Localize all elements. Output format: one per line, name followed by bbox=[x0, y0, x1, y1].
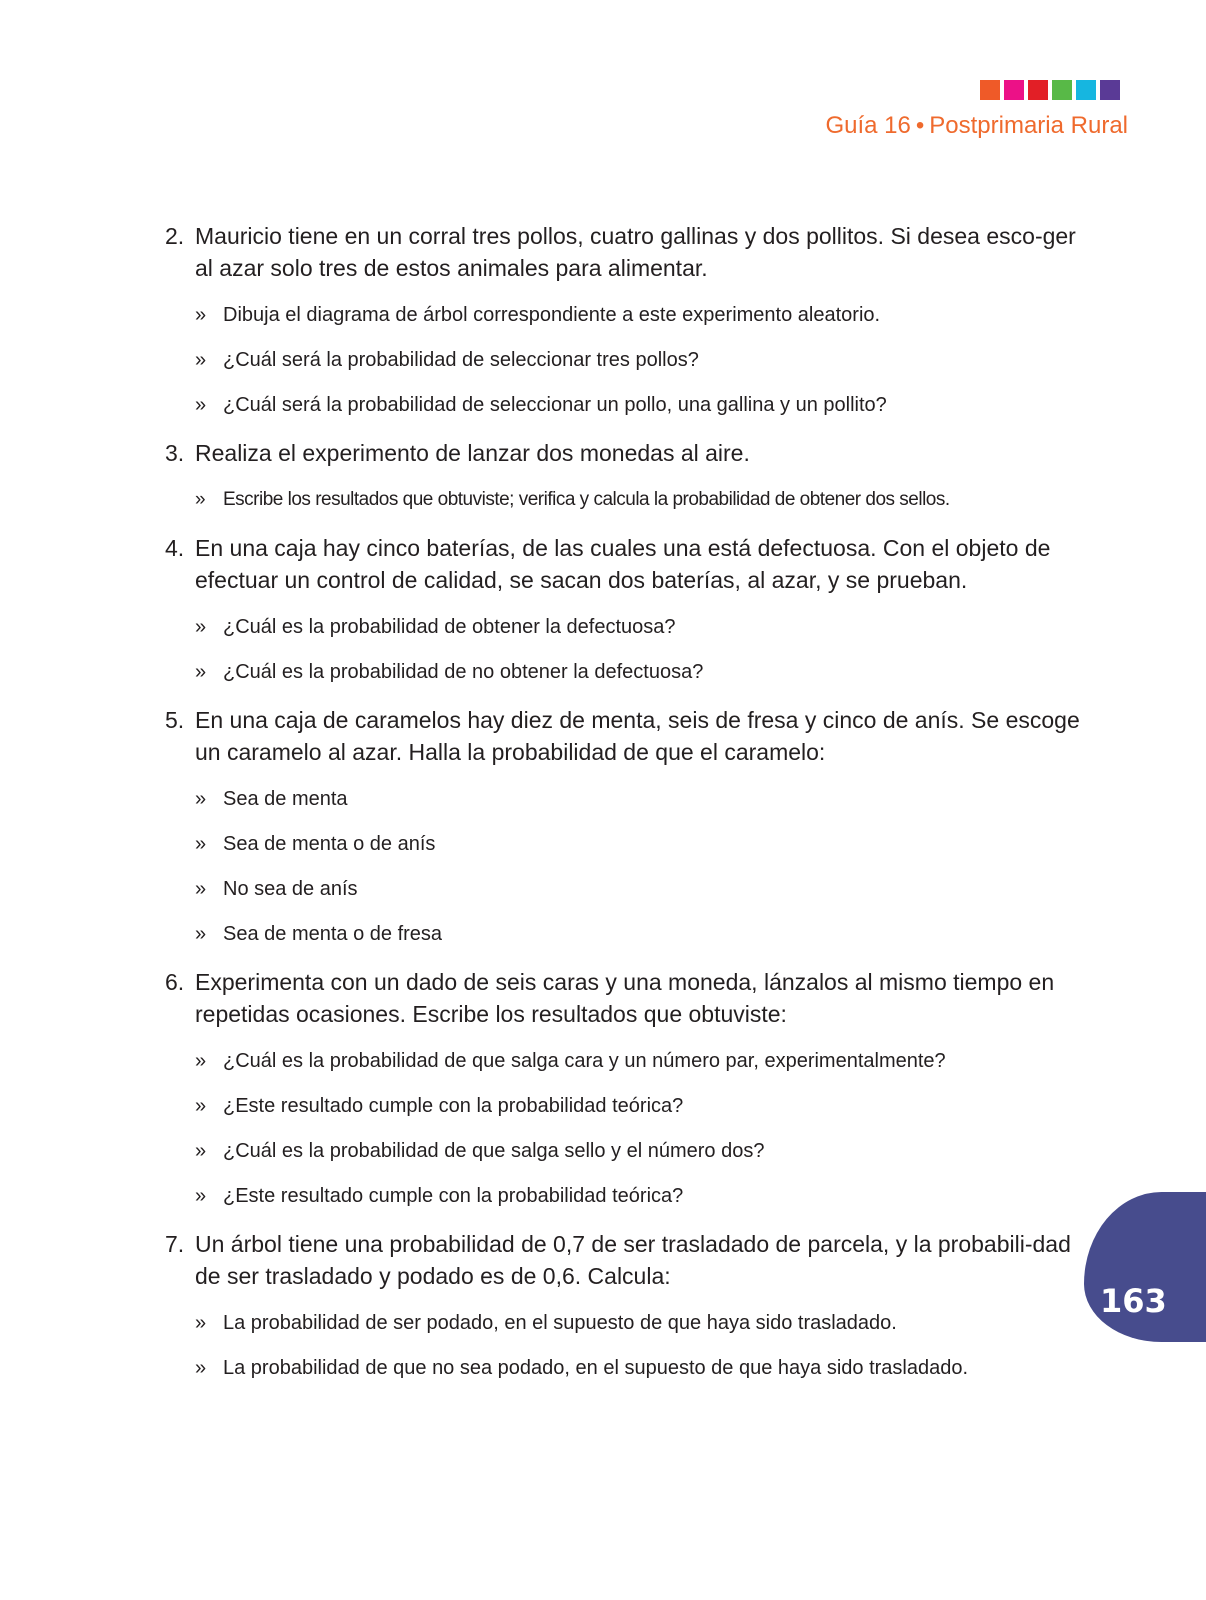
color-square-purple bbox=[1100, 80, 1120, 100]
bullet-icon: » bbox=[195, 394, 207, 416]
bullet-icon: » bbox=[195, 489, 206, 510]
list-item bbox=[195, 302, 1085, 328]
bullet-icon: » bbox=[195, 923, 207, 945]
list-item-text: Escribe los resultados que obtuviste; verifica y calcula la probabilidad de obtener dos sellos. bbox=[223, 489, 950, 510]
list-item-text: La probabilidad de ser podado, en el supuesto de que haya sido trasladado. bbox=[223, 1312, 897, 1334]
color-square-orange bbox=[980, 80, 1000, 100]
program-label: Postprimaria Rural bbox=[929, 112, 1128, 139]
question-number: 5. bbox=[165, 707, 185, 733]
list-item bbox=[195, 921, 1085, 947]
list-item bbox=[195, 1183, 1085, 1209]
question-items bbox=[195, 614, 1085, 685]
list-item bbox=[195, 347, 1085, 373]
list-item-text: ¿Cuál es la probabilidad de obtener la defectuosa? bbox=[223, 616, 676, 638]
list-item-text: No sea de anís bbox=[223, 878, 358, 900]
question-number: 7. bbox=[165, 1231, 185, 1257]
list-item bbox=[195, 876, 1085, 902]
question-2 bbox=[165, 220, 1085, 418]
bullet-icon: » bbox=[195, 1050, 207, 1072]
list-item bbox=[195, 1093, 1085, 1119]
color-square-magenta bbox=[1004, 80, 1024, 100]
list-item-text: ¿Este resultado cumple con la probabilidad teórica? bbox=[223, 1185, 684, 1207]
list-item bbox=[195, 1355, 1085, 1381]
header-color-squares bbox=[980, 80, 1120, 100]
list-item-text: ¿Cuál es la probabilidad de no obtener la defectuosa? bbox=[223, 661, 704, 683]
list-item bbox=[195, 1138, 1085, 1164]
color-square-cyan bbox=[1076, 80, 1096, 100]
list-item bbox=[195, 614, 1085, 640]
list-item bbox=[195, 786, 1085, 812]
list-item-text: Sea de menta bbox=[223, 788, 348, 810]
question-items bbox=[195, 1310, 1085, 1381]
question-text: Mauricio tiene en un corral tres pollos, cuatro gallinas y dos pollitos. Si desea esco-ger al azar solo tres de estos animales para alimentar. bbox=[195, 223, 1076, 281]
question-4 bbox=[165, 532, 1085, 685]
question-items bbox=[195, 302, 1085, 418]
question-items bbox=[195, 487, 1085, 513]
bullet-icon: » bbox=[195, 1140, 207, 1162]
question-text: En una caja de caramelos hay diez de menta, seis de fresa y cinco de anís. Se escoge un caramelo al azar. Halla la probabilidad de que el caramelo: bbox=[195, 707, 1080, 765]
color-square-green bbox=[1052, 80, 1072, 100]
list-item-text: ¿Cuál será la probabilidad de seleccionar tres pollos? bbox=[223, 349, 699, 371]
bullet-icon: » bbox=[195, 616, 207, 638]
question-6 bbox=[165, 966, 1085, 1209]
bullet-icon: » bbox=[195, 1357, 207, 1379]
list-item bbox=[195, 1310, 1085, 1336]
question-text: Realiza el experimento de lanzar dos monedas al aire. bbox=[195, 440, 750, 466]
list-item-text: Sea de menta o de anís bbox=[223, 833, 436, 855]
color-square-red bbox=[1028, 80, 1048, 100]
list-item-text: ¿Cuál es la probabilidad de que salga cara y un número par, experimentalmente? bbox=[223, 1050, 946, 1072]
question-number: 4. bbox=[165, 535, 185, 561]
guide-title bbox=[825, 112, 1128, 140]
bullet-icon: » bbox=[195, 878, 207, 900]
guide-separator: • bbox=[915, 112, 925, 139]
question-items bbox=[195, 786, 1085, 947]
list-item-text: ¿Este resultado cumple con la probabilidad teórica? bbox=[223, 1095, 684, 1117]
question-items bbox=[195, 1048, 1085, 1209]
page-number: 163 bbox=[1100, 1282, 1167, 1320]
question-number: 6. bbox=[165, 969, 185, 995]
bullet-icon: » bbox=[195, 1185, 207, 1207]
question-5 bbox=[165, 704, 1085, 947]
question-text: Un árbol tiene una probabilidad de 0,7 de ser trasladado de parcela, y la probabili-dad de ser trasladado y podado es de 0,6. Calcula: bbox=[195, 1231, 1071, 1289]
question-text: Experimenta con un dado de seis caras y una moneda, lánzalos al mismo tiempo en repetidas ocasiones. Escribe los resultados que obtuviste: bbox=[195, 969, 1055, 1027]
question-number: 2. bbox=[165, 223, 185, 249]
question-3 bbox=[165, 437, 1085, 513]
bullet-icon: » bbox=[195, 1095, 207, 1117]
bullet-icon: » bbox=[195, 661, 207, 683]
question-number: 3. bbox=[165, 440, 185, 466]
list-item-text: Sea de menta o de fresa bbox=[223, 923, 443, 945]
list-item bbox=[195, 831, 1085, 857]
bullet-icon: » bbox=[195, 788, 207, 810]
guide-label: Guía 16 bbox=[825, 112, 911, 139]
list-item-text: ¿Cuál será la probabilidad de seleccionar un pollo, una gallina y un pollito? bbox=[223, 394, 887, 416]
list-item-text: Dibuja el diagrama de árbol correspondiente a este experimento aleatorio. bbox=[223, 304, 881, 326]
question-7 bbox=[165, 1228, 1085, 1381]
list-item bbox=[195, 487, 1085, 513]
bullet-icon: » bbox=[195, 1312, 207, 1334]
list-item bbox=[195, 1048, 1085, 1074]
question-text: En una caja hay cinco baterías, de las cuales una está defectuosa. Con el objeto de efectuar un control de calidad, se sacan dos baterías, al azar, y se prueban. bbox=[195, 535, 1051, 593]
list-item bbox=[195, 392, 1085, 418]
bullet-icon: » bbox=[195, 304, 207, 326]
list-item-text: La probabilidad de que no sea podado, en el supuesto de que haya sido trasladado. bbox=[223, 1357, 969, 1379]
bullet-icon: » bbox=[195, 349, 207, 371]
list-item bbox=[195, 659, 1085, 685]
list-item-text: ¿Cuál es la probabilidad de que salga sello y el número dos? bbox=[223, 1140, 765, 1162]
exercise-list bbox=[165, 220, 1085, 1400]
bullet-icon: » bbox=[195, 833, 207, 855]
